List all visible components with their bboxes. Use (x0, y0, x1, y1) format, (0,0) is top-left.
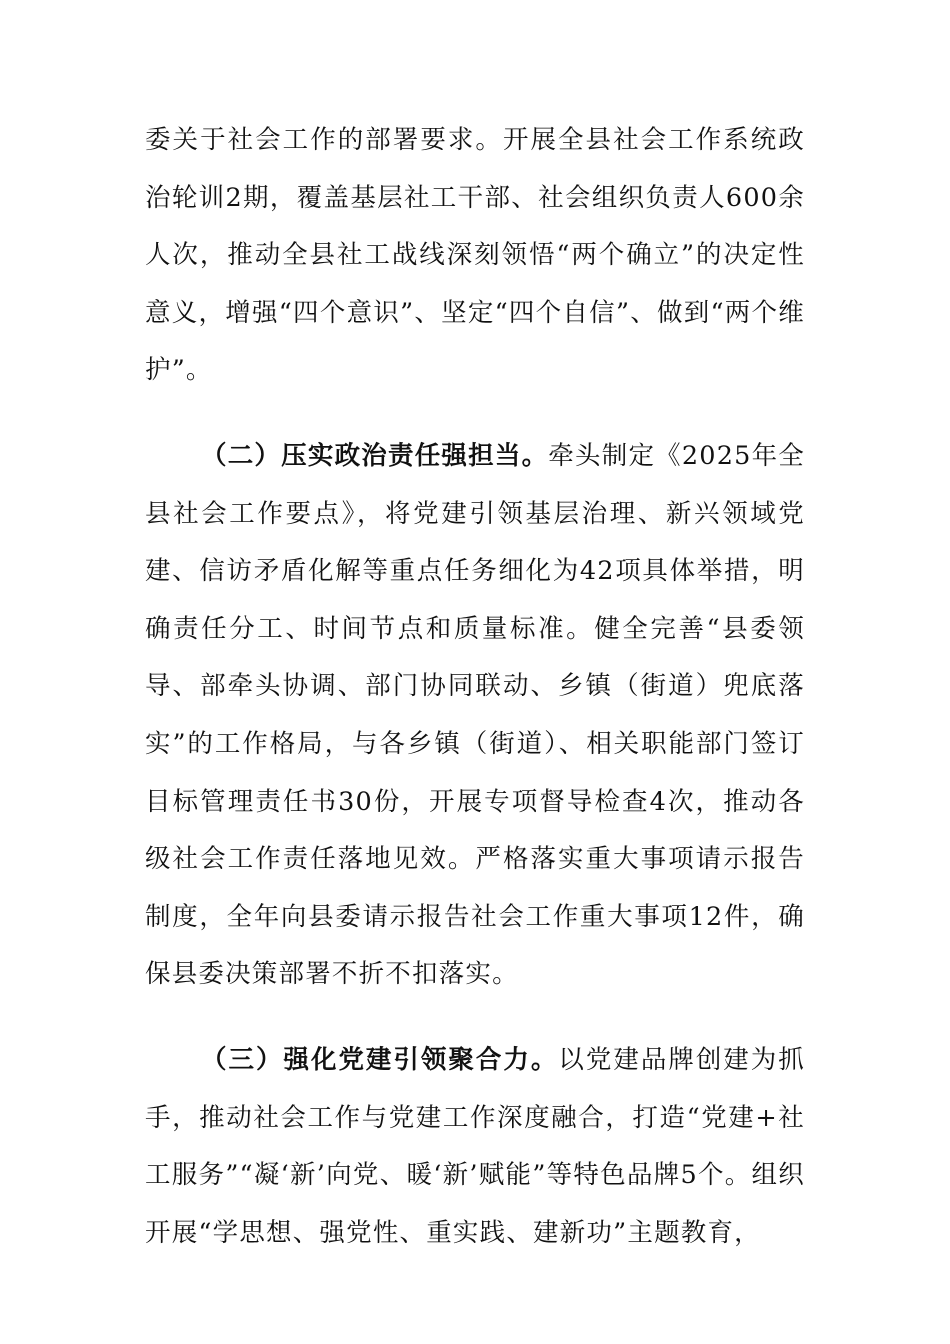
paragraph-section-2 (145, 428, 805, 1004)
paragraph-text: 委关于社会工作的部署要求。开展全县社会工作系统政治轮训2期，覆盖基层社工干部、社会组织负责人600余人次，推动全县社工战线深刻领悟“两个确立”的决定性意义，增强“四个意识”、坚定“四个自信”、做到“两个维护”。 (145, 125, 805, 386)
section-heading: （二）压实政治责任强担当。 (201, 440, 549, 471)
paragraph-text: 牵头制定《2025年全县社会工作要点》，将党建引领基层治理、新兴领域党建、信访矛盾化解等重点任务细化为42项具体举措，明确责任分工、时间节点和质量标准。健全完善“县委领导、部牵头协调、部门协同联动、乡镇（街道）兜底落实”的工作格局，与各乡镇（街道）、相关职能部门签订目标管理责任书30份，开展专项督导检查4次，推动各级社会工作责任落地见效。严格落实重大事项请示报告制度，全年向县委请示报告社会工作重大事项12件，确保县委决策部署不折不扣落实。 (145, 440, 805, 990)
document-page (145, 112, 805, 1262)
paragraph-text: 以党建品牌创建为抓手，推动社会工作与党建工作深度融合，打造“党建+社工服务”“凝‘新’向党、暖‘新’赋能”等特色品牌5个。组织开展“学思想、强党性、重实践、建新功”主题教育， (145, 1044, 805, 1248)
paragraph-continuation (145, 112, 805, 400)
section-heading: （三）强化党建引领聚合力。 (201, 1044, 559, 1075)
paragraph-section-3 (145, 1032, 805, 1262)
